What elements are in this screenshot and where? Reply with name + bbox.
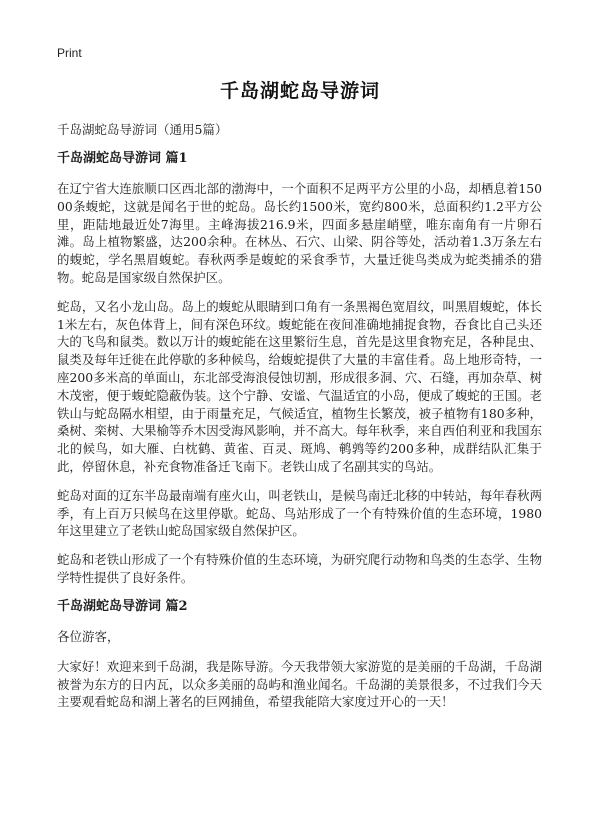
section-1-paragraph-4: 蛇岛和老铁山形成了一个有特殊价值的生态环境，为研究爬行动物和鸟类的生态学、生物学特性提供了良好条件。 xyxy=(57,552,542,585)
section-2-greeting: 各位游客， xyxy=(57,628,120,644)
section-1-paragraph-3: 蛇岛对面的辽东半岛最南端有座火山，叫老铁山，是候鸟南迁北移的中转站，每年春秋两季，有上百万只候鸟在这里停歇。蛇岛、鸟站形成了一个有特殊价值的生态环境，1980年这里建立了老铁山蛇岛国家级自然保护区。 xyxy=(57,487,542,539)
section-1-paragraph-1: 在辽宁省大连旅顺口区西北部的渤海中，一个面积不足两平方公里的小岛，却栖息着15000条蝮蛇，这就是闻名于世的蛇岛。岛长约1500米，宽约800米，总面积约1.2平方公里，距陆地最近处7海里。主峰海拔216.9米，四面多悬崖峭壁，唯东南角有一片卵石滩。岛上植物繁盛，达200余种。在林丛、石穴、山梁、阴谷等处，活动着1.3万条左右的蝮蛇，学名黑眉蝮蛇。春秋两季是蝮蛇的采食季节，大量迁徙鸟类成为蛇类捕杀的猎物。蛇岛是国家级自然保护区。 xyxy=(57,181,542,285)
section-2-paragraph-1: 大家好！欢迎来到千岛湖，我是陈导游。今天我带领大家游览的是美丽的千岛湖，千岛湖被誉为东方的日内瓦，以众多美丽的岛屿和渔业闻名。千岛湖的美景很多，不过我们今天主要观看蛇岛和湖上著名的巨网捕鱼，希望我能陪大家度过开心的一天！ xyxy=(57,658,542,710)
page-subtitle: 千岛湖蛇岛导游词（通用5篇） xyxy=(57,122,228,137)
section-heading-2: 千岛湖蛇岛导游词 篇2 xyxy=(57,598,188,614)
print-link[interactable]: Print xyxy=(57,46,82,60)
section-1-paragraph-2: 蛇岛，又名小龙山岛。岛上的蝮蛇从眼睛到口角有一条黑褐色宽眉纹，叫黑眉蝮蛇，体长1米左右，灰色体背上，间有深色环纹。蝮蛇能在夜间准确地捕捉食物，吞食比自己头还大的飞鸟和鼠类。数以万计的蝮蛇能在这里繁衍生息，首先是这里食物充足，各种昆虫、鼠类及每年迁徙在此停歇的多种候鸟，给蝮蛇提供了大量的丰富佳肴。岛上地形奇特，一座200多米高的单面山，东北部受海浪侵蚀切割，形成很多洞、穴、石缝，再加杂草、树木茂密，便于蝮蛇隐蔽伪装。这个宁静、安谧、气温适宜的小岛，便成了蝮蛇的王国。老铁山与蛇岛隔水相望，由于雨量充足，气候适宜，植物生长繁茂，被子植物有180多种，桑树、栾树、大果榆等乔木因受海风影响，并不高大。每年秋季，来自西伯利亚和我国东北的候鸟，如大雁、白枕鹤、黄雀、百灵、斑鸠、鹌鹑等约200多种，成群结队汇集于此，停留休息，补充食物准备迁飞南下。老铁山成了名副其实的鸟站。 xyxy=(57,298,542,474)
section-heading-1: 千岛湖蛇岛导游词 篇1 xyxy=(57,151,188,166)
article-body xyxy=(57,150,542,722)
page-title: 千岛湖蛇岛导游词 xyxy=(219,80,380,102)
